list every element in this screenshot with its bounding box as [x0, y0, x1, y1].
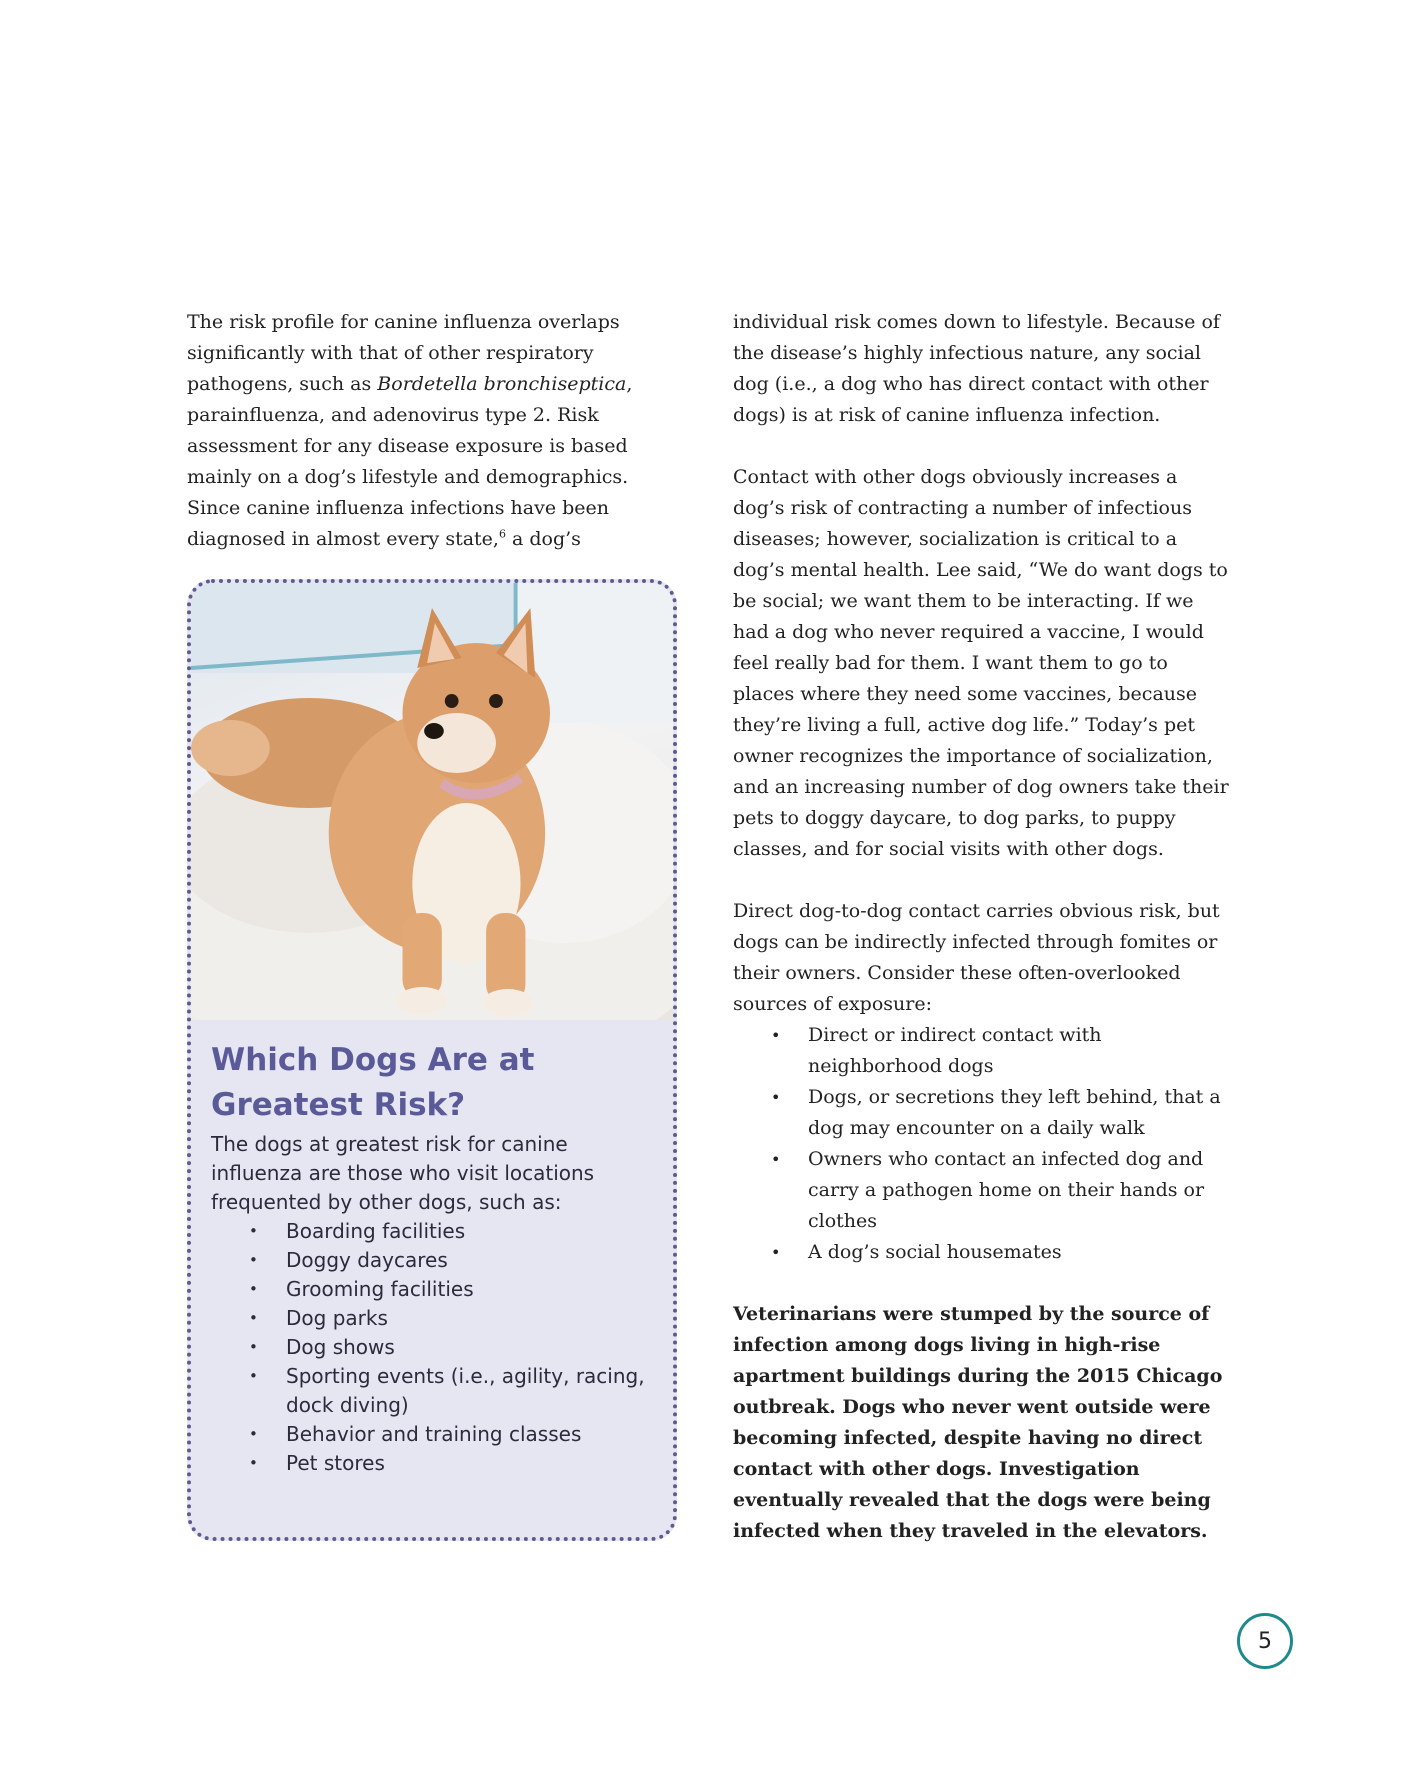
intro-paragraph: The risk profile for canine influenza overlaps significantly with that of other respiratory pathogens, such as Bordetella bronchiseptica, parainfluenza, and adenovirus type 2. Risk assessment for any disease exposure is based mainly on a dog’s lifestyle and demographics. Since canine influenza infections have been diagnosed in almost every state,$^6$ a dog’s [187, 311, 633, 550]
puppy-photo [191, 583, 673, 1020]
sidebar-content [211, 1038, 651, 1478]
list-item: • Behavior and training classes [211, 1420, 651, 1449]
paragraph-lifestyle: individual risk comes down to lifestyle. Because of the disease’s highly infectious nature, any social dog (i.e., a dog who has direct contact with other dogs) is at risk of canine influenza infection. [733, 311, 1220, 426]
list-item: • Doggy daycares [211, 1246, 651, 1275]
paragraph-socialization: Contact with other dogs obviously increases a dog’s risk of contracting a number of infectious diseases; however, socialization is critical to a dog’s mental health. Lee said, “We do want dogs to be social; we want them to be interacting. If we had a dog who never required a vaccine, I would feel really bad for them. I want them to go to places where they need some vaccines, because they’re living a full, active dog life.” Today’s pet owner recognizes the importance of socialization, and an increasing number of dog owners take their pets to doggy daycare, to dog parks, to puppy classes, and for social visits with other dogs. [733, 466, 1229, 860]
exposure-sources-list [733, 1020, 1233, 1268]
paragraph-exposure: Direct dog-to-dog contact carries obvious risk, but dogs can be indirectly infected through fomites or their owners. Consider these often-overlooked sources of exposure: [733, 900, 1220, 1015]
sidebar-title: Which Dogs Are at Greatest Risk? [211, 1042, 535, 1123]
list-item: • Dog parks [211, 1304, 651, 1333]
callout-chicago-outbreak: Veterinarians were stumped by the source of infection among dogs living in high-rise apartment buildings during the 2015 Chicago outbreak. Dogs who never went outside were becoming infected, despite having no direct contact with other dogs. Investigation eventually revealed that the dogs were being infected when they traveled in the elevators. [733, 1303, 1223, 1542]
list-item: • Owners who contact an infected dog and carry a pathogen home on their hands or clothes [733, 1144, 1233, 1237]
list-item: • Grooming facilities [211, 1275, 651, 1304]
footnote-ref: 6 [498, 527, 506, 541]
risk-locations-list [211, 1217, 651, 1478]
sidebar-box [187, 579, 677, 1541]
list-item: • Boarding facilities [211, 1217, 651, 1246]
sidebar-intro: The dogs at greatest risk for canine influenza are those who visit locations frequented by other dogs, such as: [211, 1132, 595, 1214]
list-item: • A dog’s social housemates [733, 1237, 1233, 1268]
list-item: • Dogs, or secretions they left behind, that a dog may encounter on a daily walk [733, 1082, 1233, 1144]
right-column [733, 307, 1233, 1547]
list-item: • Dog shows [211, 1333, 651, 1362]
list-item: • Pet stores [211, 1449, 651, 1478]
page-number: 5 [1237, 1613, 1293, 1669]
left-column [187, 307, 687, 586]
list-item: • Direct or indirect contact with neighborhood dogs [733, 1020, 1233, 1082]
list-item: • Sporting events (i.e., agility, racing, dock diving) [211, 1362, 651, 1420]
